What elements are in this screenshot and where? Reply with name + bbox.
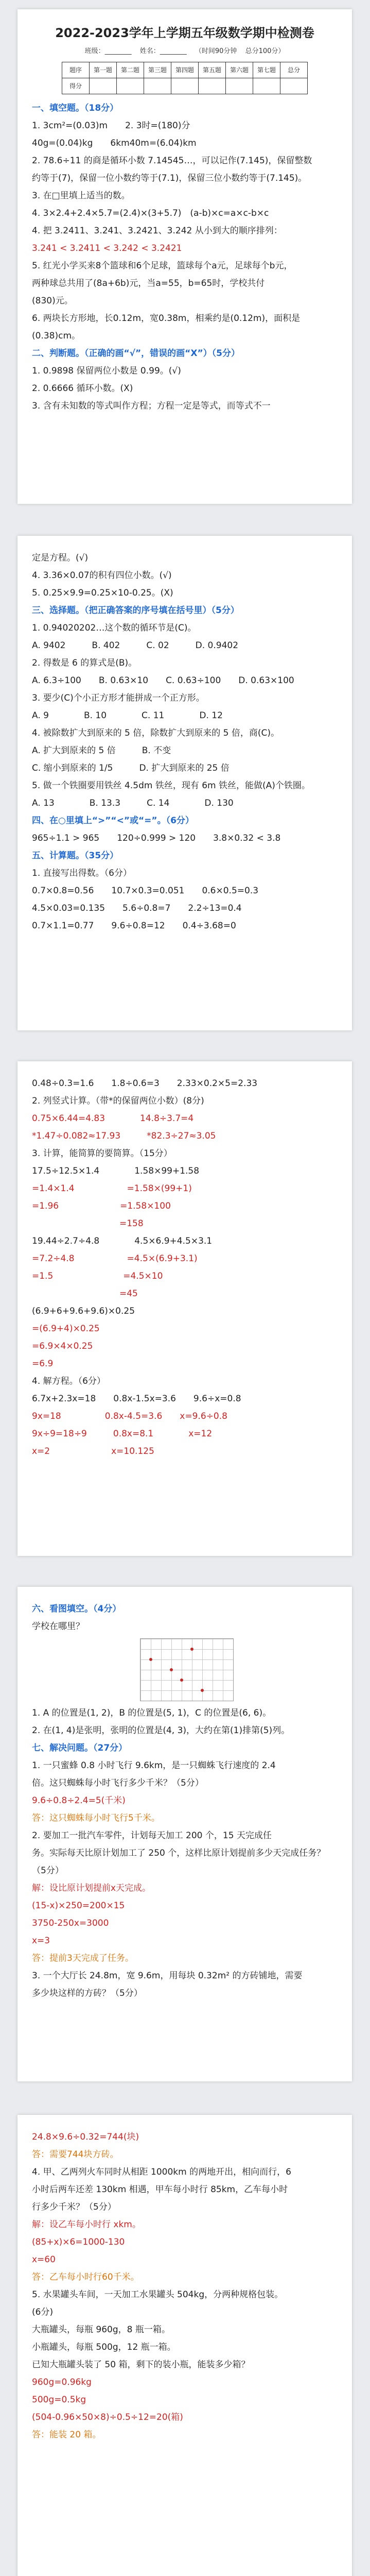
question-line: 6.7x+2.3x=18 0.8x-1.5x=3.6 9.6÷x=0.8 <box>32 1394 241 1404</box>
score-cell: 题序 <box>62 62 90 78</box>
score-cell: 第二题 <box>117 62 144 78</box>
question-line: 4. 甲、乙两列火车同时从相距 1000km 的两地开出，相向而行，6 <box>32 2167 291 2177</box>
answer-line: =45 <box>32 1289 138 1299</box>
score-cell <box>144 78 171 94</box>
answer-line: =6.9 <box>32 1359 54 1369</box>
score-cell <box>171 78 199 94</box>
question-line: A. 9 B. 10 C. 11 D. 12 <box>32 710 223 721</box>
score-cell: 总分 <box>280 62 308 78</box>
question-line: 6. 两块长方形地，长0.12m，宽0.38m，相乘约是(0.12m)，面积是 <box>32 313 301 324</box>
grid-point <box>190 1648 193 1651</box>
section-heading: 二、判断题。（正确的画“√”，错误的画“X”）（5分） <box>32 348 240 359</box>
question-line: 2. 列竖式计算。（带*的保留两位小数）(8分) <box>32 1096 204 1106</box>
question-line: （5分） <box>32 1866 64 1876</box>
question-line: 2. 得数是 6 的算式是(B)。 <box>32 658 137 668</box>
page-4-lines <box>32 1600 338 2002</box>
page-2-lines <box>32 549 338 935</box>
question-line: 定是方程。(√) <box>32 553 89 563</box>
question-line: 3. 要少(C)个小正方形才能拼成一个正方形。 <box>32 693 205 703</box>
grid-point <box>201 1689 204 1692</box>
answer-line: x=2 x=10.125 <box>32 1446 154 1456</box>
question-line: 2. 78.6÷11 的商是循环小数 7.14545…，可以记作(7.145)，保留整数 <box>32 156 312 166</box>
section-heading: 一、填空题。（18分） <box>32 103 119 113</box>
score-cell: 第三题 <box>144 62 171 78</box>
question-line: 0.7×0.8=0.56 10.7×0.3=0.051 0.6×0.5=0.3 <box>32 886 259 896</box>
score-cell <box>90 78 117 94</box>
answer-line: *1.47÷0.082≈17.93 *82.3÷27≈3.05 <box>32 1131 216 1141</box>
answer-line: 960g=0.96kg <box>32 2377 92 2387</box>
answer-line: 答：乙车每小时行60千米。 <box>32 2272 139 2282</box>
grid-point <box>180 1679 183 1682</box>
question-line: 5. 做一个铁圈要用铁丝 4.5dm 铁丝，现有 6m 铁丝，能做(A)个铁圈。 <box>32 781 310 791</box>
answer-line: =1.96 =1.58×100 <box>32 1201 171 1211</box>
question-line: 5. 红光小学买来8个篮球和6个足球，篮球每个a元，足球每个b元， <box>32 261 293 271</box>
question-line: 40g=(0.04)kg 6km40m=(6.04)km <box>32 138 197 148</box>
question-line: 2. 0.6666 循环小数。(X) <box>32 383 133 394</box>
question-line: 3. 一个大厅长 24.8m，宽 9.6m，用每块 0.32m² 的方砖铺地，需要 <box>32 1971 303 1981</box>
question-line: 19.44÷2.7÷4.8 4.5×6.9+4.5×3.1 <box>32 1236 213 1246</box>
answer-line: (85+x)×6=1000-130 <box>32 2237 125 2247</box>
answer-line: (504-0.96×50×8)÷0.5÷12=20(箱) <box>32 2412 183 2422</box>
answer-line: 9.6÷0.8÷2.4=5(千米) <box>32 1795 126 1806</box>
answer-line: 3.241 < 3.2411 < 3.242 < 3.2421 <box>32 243 182 253</box>
section-heading: 三、选择题。（把正确答案的序号填在括号里）（5分） <box>32 605 239 616</box>
question-line: 2. 要加工一批汽车零件，计划每天加工 200 个，15 天完成任 <box>32 1831 272 1841</box>
question-line: 0.7×1.1=0.77 9.6÷0.8=12 0.4÷3.68=0 <box>32 921 236 931</box>
question-line: 两种球总共用了(8a+6b)元，当a=55，b=65时，学校共付 <box>32 278 265 289</box>
answer-line: x=60 <box>32 2255 56 2265</box>
question-line: 17.5÷12.5×1.4 1.58×99+1.58 <box>32 1166 200 1176</box>
score-cell: 第七题 <box>253 62 280 78</box>
page-1 <box>17 9 352 504</box>
answer-line: 答：能装 20 箱。 <box>32 2430 101 2440</box>
question-line: 3. 计算，能简算的要简算。（15分） <box>32 1148 172 1159</box>
answer-line: 解：设乙车每小时行 xkm。 <box>32 2219 141 2230</box>
question-line: 4.5×0.03=0.135 5.6÷0.8=7 2.2÷13=0.4 <box>32 903 242 913</box>
page-title: 2022-2023学年上学期五年级数学期中检测卷 <box>55 26 314 40</box>
grid-point <box>149 1658 152 1661</box>
answer-line: 解：设比原计划提前x天完成。 <box>32 1883 151 1893</box>
question-line: 多少块这样的方砖？（5分） <box>32 1988 143 1998</box>
score-table-header <box>62 62 308 78</box>
score-cell: 第一题 <box>90 62 117 78</box>
question-line: 1. 0.9898 保留两位小数是 0.99。(√) <box>32 366 181 376</box>
score-table <box>62 62 308 94</box>
question-line: A. 6.3÷100 B. 0.63×10 C. 0.63÷100 D. 0.63×100 <box>32 675 294 686</box>
answer-line: 答：提前3天完成了任务。 <box>32 1953 134 1963</box>
section-heading: 六、看图填空。（4分） <box>32 1604 121 1614</box>
question-line: (830)元。 <box>32 296 73 306</box>
question-line: C. 缩小到原来的 1/5 D. 扩大到原来的 25 倍 <box>32 763 230 773</box>
score-cell <box>280 78 308 94</box>
question-line: 1. 3cm²=(0.03)m 2. 3时=(180)分 <box>32 121 190 131</box>
question-line: 务。实际每天比原计划加工了 250 个，这样比原计划提前多少天完成任务？ <box>32 1848 326 1858</box>
question-line: 1. 一只蜜蜂 0.8 小时飞行 9.6km，是一只蜘蛛飞行速度的 2.4 <box>32 1760 276 1771</box>
question-line: 小时后两车还差 130km 相遇，甲车每小时行 85km，乙车每小时 <box>32 2184 288 2195</box>
answer-line: 9x÷9=18÷9 0.8x=8.1 x=12 <box>32 1429 213 1439</box>
question-line: (6分) <box>32 2307 54 2317</box>
question-line: 已知大瓶罐头装了 50 箱，剩下的装小瓶，能装多少箱？ <box>32 2360 250 2370</box>
section-heading: 七、解决问题。（27分） <box>32 1743 128 1753</box>
question-line: (6.9+6+9.6+9.6)×0.25 <box>32 1306 135 1316</box>
section-heading: 五、计算题。（35分） <box>32 851 119 861</box>
question-line: 3. 含有未知数的等式叫作方程；方程一定是等式，而等式不一 <box>32 401 271 411</box>
question-line: 倍。这只蜘蛛每小时飞行多少千米？（5分） <box>32 1778 204 1788</box>
question-line: 4. 被除数扩大到原来的 5 倍，除数扩大到原来的 5 倍，商(C)。 <box>32 728 280 738</box>
question-line: A. 13 B. 13.3 C. 14 D. 130 <box>32 798 234 808</box>
score-cell <box>199 78 226 94</box>
question-line: (0.38)cm。 <box>32 331 81 341</box>
answer-line: =158 <box>32 1218 144 1229</box>
page-3-lines <box>32 1075 338 1460</box>
question-line: A. 9402 B. 402 C. 02 D. 0.9402 <box>32 640 239 651</box>
question-line: 4. 解方程。（6分） <box>32 1376 105 1386</box>
question-line: 1. 0.94020202…这个数的循环节是(C)。 <box>32 623 197 633</box>
question-line: 行多少千米？（5分） <box>32 2202 116 2212</box>
question-line: 4. 3.36×0.07的积有四位小数。(√) <box>32 570 172 581</box>
question-line: 0.48÷0.3=1.6 1.8÷0.6=3 2.33×0.2×5=2.33 <box>32 1078 258 1089</box>
score-cell <box>253 78 280 94</box>
question-line: 5. 0.25×9.9=0.25×10-0.25。(X) <box>32 588 173 598</box>
question-line: 5. 水果罐头车间，一天加工水果罐头 504kg，分两种规格包装。 <box>32 2290 284 2300</box>
question-line: 约等于(7)，保留一位小数约等于(7.1)，保留三位小数约等于(7.145)。 <box>32 173 307 183</box>
header-info <box>32 45 338 58</box>
answer-line: =7.2÷4.8 =4.5×(6.9+3.1) <box>32 1253 198 1264</box>
page-2 <box>17 536 352 1030</box>
answer-line: =1.5 =4.5×10 <box>32 1271 163 1281</box>
answer-line: 0.75×6.44=4.83 14.8÷3.7=4 <box>32 1113 194 1124</box>
question-line: 4. 把 3.2411、3.241、3.2421、3.242 从小到大的顺序排列： <box>32 226 283 236</box>
score-cell: 第六题 <box>226 62 253 78</box>
score-cell: 第五题 <box>199 62 226 78</box>
page-3 <box>17 1061 352 1556</box>
page-5 <box>17 2115 352 2576</box>
answer-line: 9x=18 0.8x-4.5=3.6 x=9.6÷0.8 <box>32 1411 227 1421</box>
answer-line: =(6.9+4)×0.25 <box>32 1324 100 1334</box>
question-line: 小瓶罐头，每瓶 500g，12 瓶一箱。 <box>32 2342 176 2352</box>
question-line: A. 扩大到原来的 5 倍 B. 不变 <box>32 745 171 756</box>
answer-line: 答：这只蜘蛛每小时飞行5千米。 <box>32 1813 160 1823</box>
question-line: 1. 直接写出得数。（6分） <box>32 868 132 878</box>
score-cell <box>117 78 144 94</box>
question-line: 学校在哪里？ <box>32 1621 84 1632</box>
page-5-lines <box>32 2128 338 2444</box>
time-info: （时间90分钟 <box>195 47 237 55</box>
answer-line: x=3 <box>32 1936 50 1946</box>
score-table-row <box>62 78 308 94</box>
page-1-lines <box>32 99 338 415</box>
answer-line: (15-x)×250=200×15 <box>32 1901 125 1911</box>
score-cell <box>226 78 253 94</box>
answer-line: 3750-250x=3000 <box>32 1918 109 1928</box>
question-line: 965÷1.1 > 965 120÷0.999 > 120 3.8×0.32 < 3.8 <box>32 833 281 843</box>
question-line: 4. 3×2.4+2.4×5.7=(2.4)×(3+5.7) (a-b)×c=a×c-b×c <box>32 208 269 218</box>
score-cell: 第四题 <box>171 62 199 78</box>
grid-point <box>170 1668 173 1671</box>
class-field: 班级：________ <box>84 47 132 55</box>
question-line: 大瓶罐头，每瓶 960g，8 瓶一箱。 <box>32 2325 170 2335</box>
question-line: 1. A 的位置是(1, 2)，B 的位置是(5, 1)，C 的位置是(6, 6)。 <box>32 1708 272 1718</box>
answer-line: 500g=0.5kg <box>32 2395 86 2405</box>
answer-line: 答：需要744块方砖。 <box>32 2149 119 2160</box>
page-4 <box>17 1587 352 2081</box>
answer-line: =6.9×4×0.25 <box>32 1341 93 1351</box>
section-heading: 四、在○里填上“>”“<”或“=”。（6分） <box>32 816 194 826</box>
score-info: 总分100分） <box>245 47 285 55</box>
question-line: 2. 在(1, 4)是张明，张明的位置是(4, 3)，大约在第(1)排第(5)列。 <box>32 1725 290 1736</box>
question-line: 3. 在□里填上适当的数。 <box>32 191 130 201</box>
name-field: 姓名：________ <box>139 47 187 55</box>
score-cell: 得分 <box>62 78 90 94</box>
answer-line: 24.8×9.6÷0.32=744(块) <box>32 2132 139 2142</box>
answer-line: =1.4×1.4 =1.58×(99+1) <box>32 1183 192 1194</box>
coordinate-grid <box>140 1638 234 1701</box>
